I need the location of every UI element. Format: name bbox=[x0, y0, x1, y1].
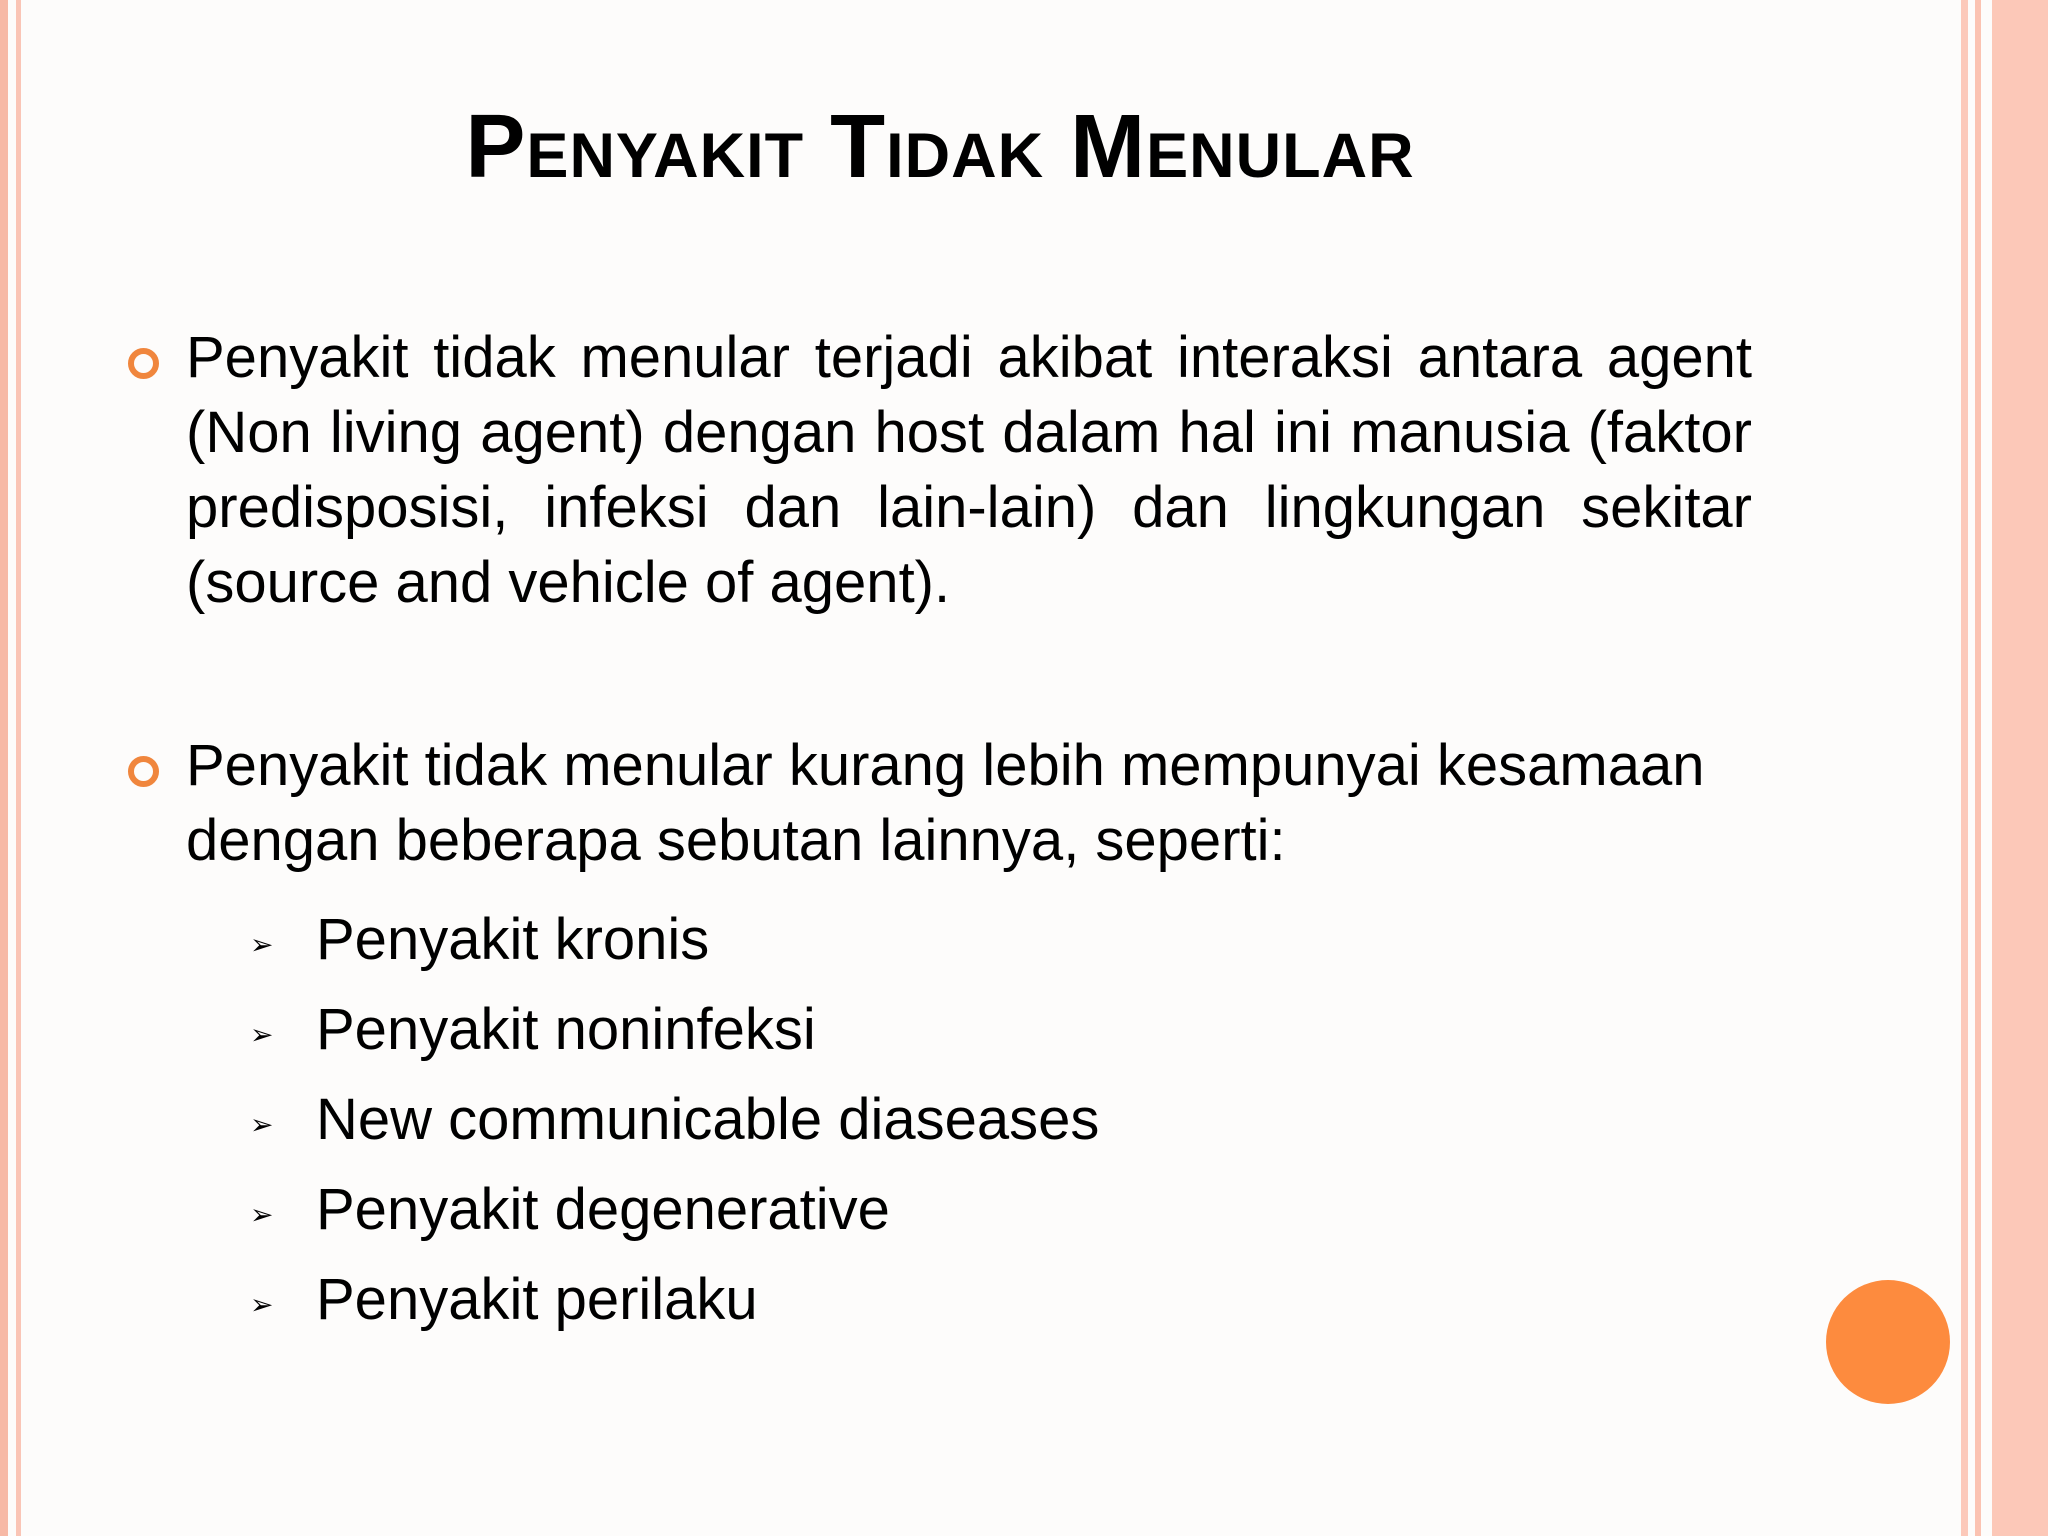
right-border-line-outer bbox=[1975, 0, 1981, 1536]
list-item bbox=[250, 984, 1099, 1074]
hollow-circle-bullet-icon bbox=[128, 348, 159, 379]
list-item bbox=[250, 1164, 1099, 1254]
sub-bullet-list bbox=[250, 894, 1099, 1344]
arrowhead-bullet-icon: ➢ bbox=[250, 1198, 274, 1230]
hollow-circle-bullet-icon bbox=[128, 756, 159, 787]
left-border-line bbox=[16, 0, 21, 1536]
arrowhead-bullet-icon: ➢ bbox=[250, 1018, 274, 1050]
sub-item-label: Penyakit kronis bbox=[316, 906, 710, 972]
sub-item-label: New communicable diaseases bbox=[316, 1086, 1100, 1152]
bullet-paragraph-1: Penyakit tidak menular terjadi akibat interaksi antara agent (Non living agent) dengan host dalam hal ini manusia (faktor predisposisi, infeksi dan lain-lain) dan lingkungan sekitar (source and vehicle of agent). bbox=[186, 325, 1752, 615]
slide-title: Penyakit Tidak Menular bbox=[465, 97, 1415, 197]
sub-item-label: Penyakit perilaku bbox=[316, 1266, 758, 1332]
arrowhead-bullet-icon: ➢ bbox=[250, 1108, 274, 1140]
bullet-paragraph-2: Penyakit tidak menular kurang lebih mempunyai kesamaan dengan beberapa sebutan lainnya, seperti: bbox=[186, 733, 1705, 873]
right-border-line-inner bbox=[1961, 0, 1968, 1536]
right-border-band bbox=[1992, 0, 2048, 1536]
arrowhead-bullet-icon: ➢ bbox=[250, 928, 274, 960]
list-item bbox=[250, 1254, 1099, 1344]
sub-item-label: Penyakit noninfeksi bbox=[316, 996, 816, 1062]
list-item bbox=[250, 1074, 1099, 1164]
left-border-band bbox=[0, 0, 8, 1536]
sub-item-label: Penyakit degenerative bbox=[316, 1176, 890, 1242]
arrowhead-bullet-icon: ➢ bbox=[250, 1288, 274, 1320]
list-item bbox=[250, 894, 1099, 984]
decorative-orange-circle bbox=[1826, 1280, 1950, 1404]
